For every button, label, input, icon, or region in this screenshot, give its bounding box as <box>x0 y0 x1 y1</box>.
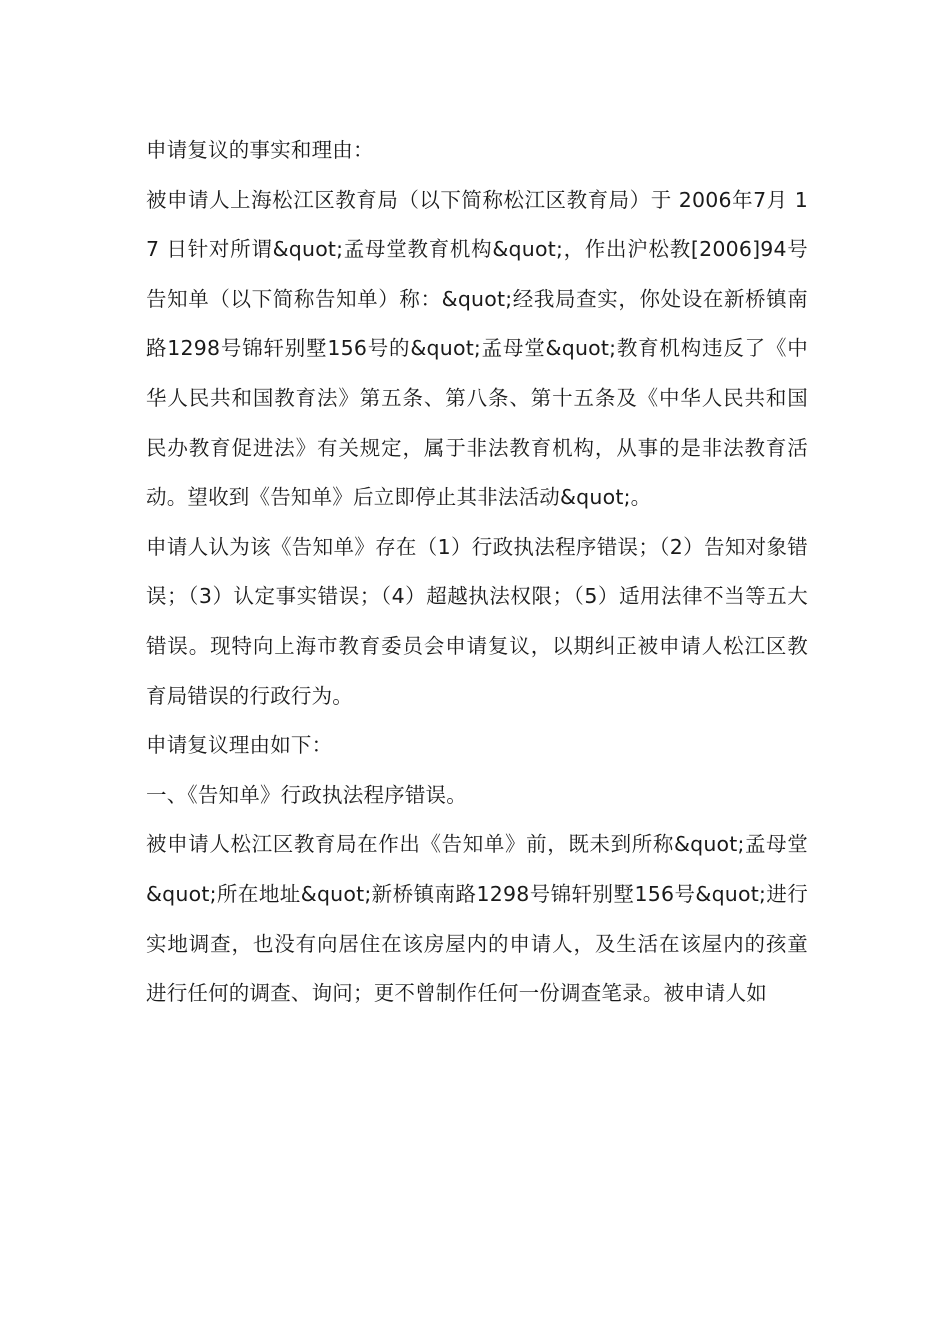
document-body <box>146 126 808 1019</box>
paragraph-reasons-intro: 申请复议理由如下： <box>146 733 333 758</box>
paragraph-reason-one-heading: 一、《告知单》行政执法程序错误。 <box>146 782 467 807</box>
paragraph-reason-one-body: 被申请人松江区教育局在作出《告知单》前，既未到所称&quot;孟母堂&quot;所在地址&quot;新桥镇南路1298号锦轩别墅156号&quot;进行实地调查，也没有向居住在该房屋内的申请人，及生活在该屋内的孩童进行任何的调查、询问；更不曾制作任何一份调查笔录。被申请人如 <box>146 832 808 1006</box>
paragraph-respondent-notice: 被申请人上海松江区教育局（以下简称松江区教育局）于 2006年7月 17 日针对所谓&quot;孟母堂教育机构&quot;，作出沪松教[2006]94号告知单（以下简称告知单）称：&quot;经我局查实，你处设在新桥镇南路1298号锦轩别墅156号的&quot;孟母堂&quot;教育机构违反了《中华人民共和国教育法》第五条、第八条、第十五条及《中华人民共和国民办教育促进法》有关规定，属于非法教育机构，从事的是非法教育活动。望收到《告知单》后立即停止其非法活动&quot;。 <box>146 187 808 510</box>
paragraph-heading-facts-reasons: 申请复议的事实和理由： <box>146 138 374 162</box>
paragraph-five-errors: 申请人认为该《告知单》存在（1）行政执法程序错误；（2）告知对象错误；（3）认定事实错误；（4）超越执法权限；（5）适用法律不当等五大错误。现特向上海市教育委员会申请复议，以期纠正被申请人松江区教育局错误的行政行为。 <box>146 534 808 708</box>
